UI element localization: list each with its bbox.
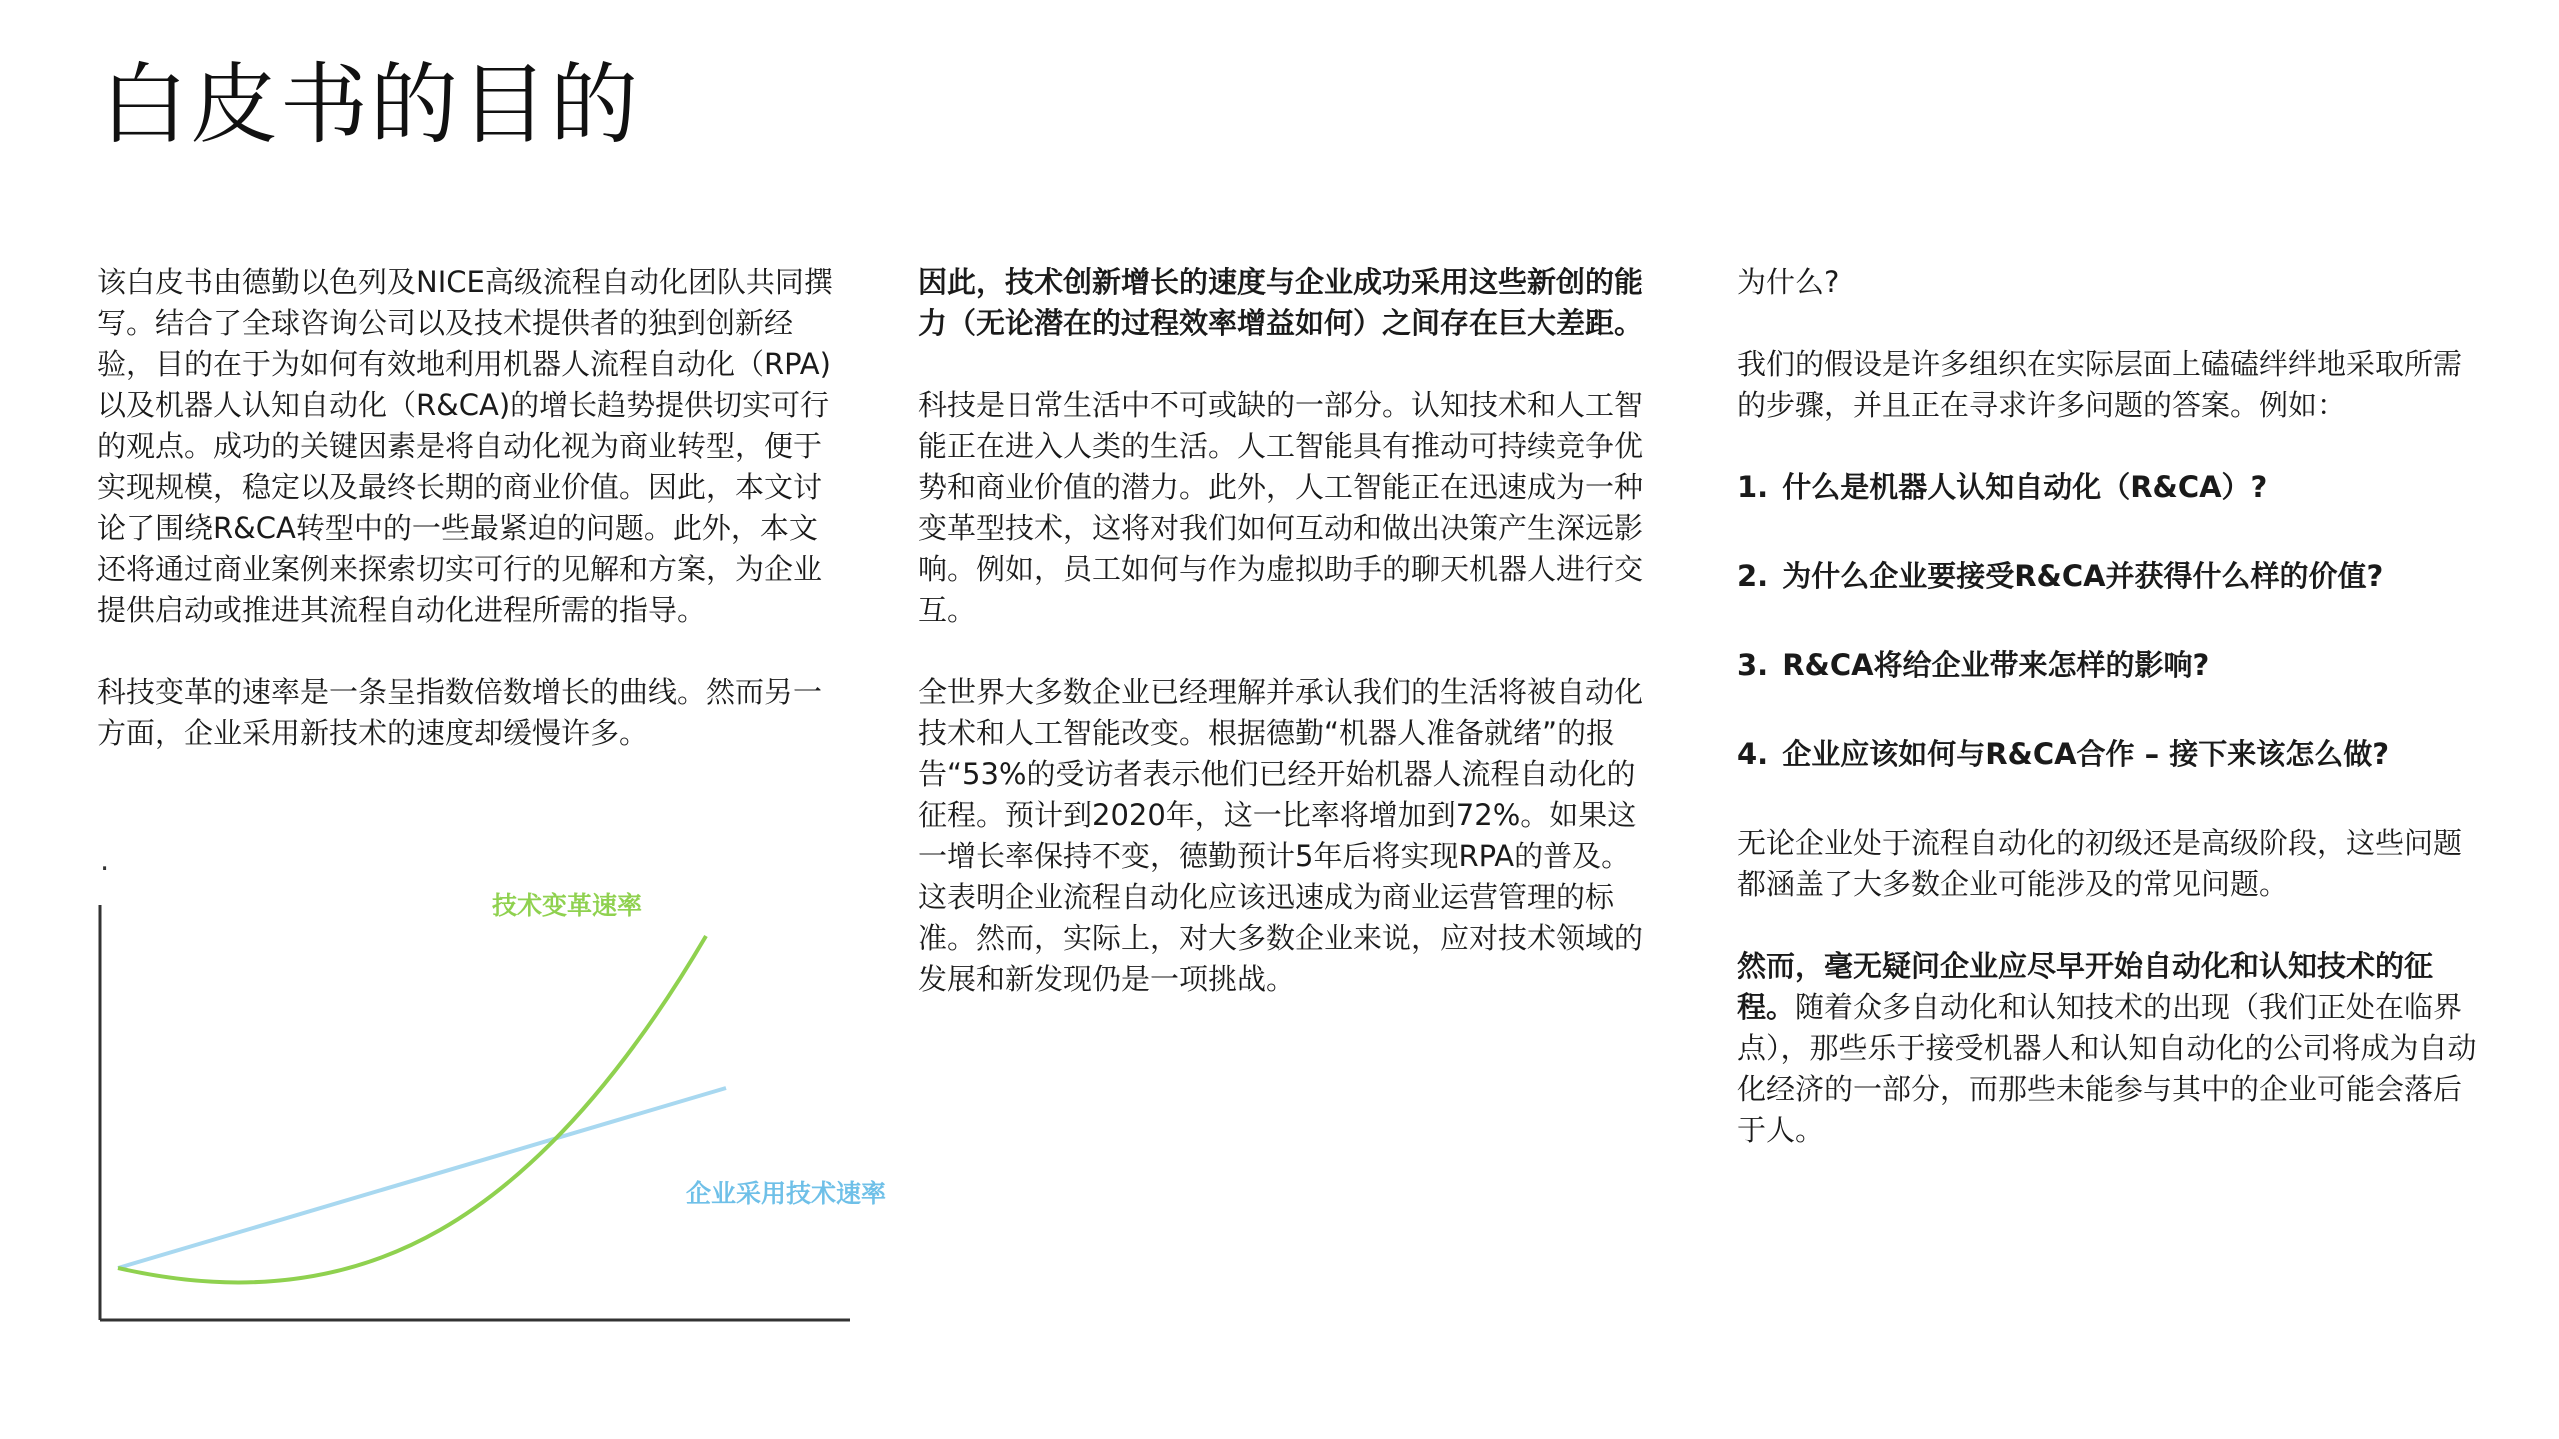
column-middle: [918, 262, 1658, 1041]
series-label-tech-change: 技术变革速率: [492, 891, 643, 920]
column-right: [1737, 262, 2477, 1192]
rpa-adoption-paragraph: 全世界大多数企业已经理解并承认我们的生活将被自动化技术和人工智能改变。根据德勤“机器人准备就绪”的报告“53%的受访者表示他们已经开始机器人流程自动化的征程。预计到2020年，这一比率将增加到72%。如果这一增长率保持不变，德勤预计5年后将实现RPA的普及。这表明企业流程自动化应该迅速成为商业运营管理的标准。然而，实际上，对大多数企业来说，应对技术领域的发展和新发现仍是一项挑战。: [918, 675, 1644, 996]
question-item: 1. 什么是机器人认知自动化（R&CA）?: [1737, 470, 2268, 504]
ai-paragraph: 科技是日常生活中不可或缺的一部分。认知技术和人工智能正在进入人类的生活。人工智能具有推动可持续竞争优势和商业价值的潜力。此外，人工智能正在迅速成为一种变革型技术，这将对我们如何互动和做出决策产生深远影响。例如，员工如何与作为虚拟助手的聊天机器人进行交互。: [918, 388, 1644, 627]
hypothesis-paragraph: 我们的假设是许多组织在实际层面上磕磕绊绊地采取所需的步骤，并且正在寻求许多问题的答案。例如：: [1737, 347, 2463, 422]
page-title: 白皮书的目的: [100, 53, 641, 156]
series-label-adoption: 企业采用技术速率: [686, 1179, 887, 1208]
stray-dot: .: [100, 843, 110, 877]
gap-statement: 因此，技术创新增长的速度与企业成功采用这些新创的能力（无论潜在的过程效率增益如何）之间存在巨大差距。: [918, 265, 1644, 340]
tech-change-paragraph: 科技变革的速率是一条呈指数倍数增长的曲线。然而另一方面，企业采用新技术的速度却缓慢许多。: [97, 675, 823, 750]
series-line-adoption: [118, 1088, 726, 1268]
question-item: 3. R&CA将给企业带来怎样的影响?: [1737, 648, 2210, 682]
series-line-tech-change: [118, 936, 706, 1282]
question-item: 2. 为什么企业要接受R&CA并获得什么样的价值?: [1737, 559, 2384, 593]
conclusion-paragraph: 然而，毫无疑问企业应尽早开始自动化和认知技术的征程。随着众多自动化和认知技术的出现（我们正处在临界点），那些乐于接受机器人和认知自动化的公司将成为自动化经济的一部分，而那些未能参与其中的企业可能会落后于人。: [1737, 949, 2477, 1147]
coverage-paragraph: 无论企业处于流程自动化的初级还是高级阶段，这些问题都涵盖了大多数企业可能涉及的常见问题。: [1737, 826, 2463, 901]
why-heading: 为什么?: [1737, 265, 1840, 299]
question-item: 4. 企业应该如何与R&CA合作 – 接下来该怎么做?: [1737, 737, 2390, 771]
column-left: [97, 262, 837, 795]
intro-paragraph: 该白皮书由德勤以色列及NICE高级流程自动化团队共同撰写。结合了全球咨询公司以及技术提供者的独到创新经验，目的在于为如何有效地利用机器人流程自动化（RPA)以及机器人认知自动化（R&CA)的增长趋势提供切实可行的观点。成功的关键因素是将自动化视为商业转型，便于实现规模，稳定以及最终长期的商业价值。因此，本文讨论了围绕R&CA转型中的一些最紧迫的问题。此外，本文还将通过商业案例来探索切实可行的见解和方案，为企业提供启动或推进其流程自动化进程所需的指导。: [97, 265, 833, 627]
